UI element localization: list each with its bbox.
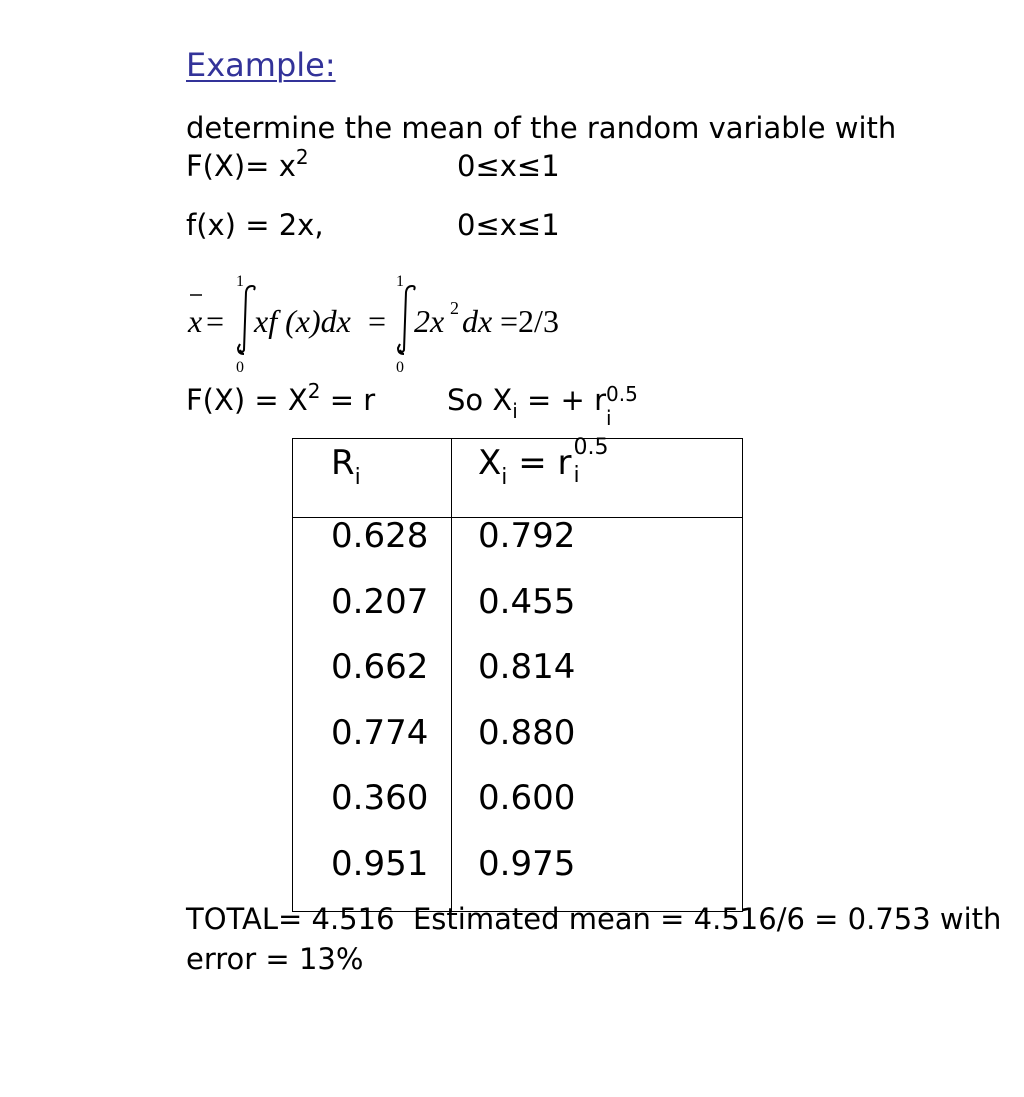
integral-term-2b: dx xyxy=(462,303,493,339)
problem-statement: determine the mean of the random variable with xyxy=(186,111,897,145)
table-row xyxy=(293,518,743,584)
inverse-lhs-text: F(X) = X xyxy=(186,383,308,417)
integral-lower-1: 0 xyxy=(236,359,244,376)
table-body xyxy=(293,518,743,912)
cell-x: 0.600 xyxy=(452,780,743,846)
header-x-mid: = r xyxy=(507,443,572,483)
inverse-rhs-scripts xyxy=(606,382,640,430)
cdf-lhs: F(X)= x xyxy=(186,149,296,183)
inverse-lhs-rest: = r xyxy=(320,383,376,417)
cell-r: 0.951 xyxy=(293,846,452,912)
cell-r: 0.774 xyxy=(293,715,452,781)
header-x-sup: 0.5 xyxy=(573,435,609,460)
summary-line-1: TOTAL= 4.516 Estimated mean = 4.516/6 = 0.753 with xyxy=(186,902,1002,936)
inverse-rhs-sub: i xyxy=(512,399,518,423)
integral-upper-1: 1 xyxy=(236,273,244,290)
cell-x: 0.455 xyxy=(452,584,743,650)
header-x-main: X xyxy=(478,443,502,483)
header-x-sub2: i xyxy=(573,463,580,488)
cell-x: 0.792 xyxy=(452,518,743,584)
inverse-rhs-sup: 0.5 xyxy=(606,382,638,406)
mean-integral-formula xyxy=(184,270,584,380)
integral-result: =2/3 xyxy=(500,303,559,339)
cell-x: 0.880 xyxy=(452,715,743,781)
page-title: Example: xyxy=(186,46,336,84)
inverse-rhs-mid: = + r xyxy=(517,383,606,417)
inverse-rhs-prefix: So X xyxy=(447,383,513,417)
header-x-scripts xyxy=(572,435,612,488)
integral-term-2a: 2x xyxy=(414,303,445,339)
inverse-cdf-rhs xyxy=(447,382,640,430)
integral-eq-1: = xyxy=(206,303,225,339)
inverse-cdf-lhs xyxy=(186,379,376,421)
pdf-definition: f(x) = 2x, xyxy=(186,208,324,242)
integral-mean-symbol: x xyxy=(188,303,203,339)
inverse-lhs-exponent: 2 xyxy=(307,379,321,403)
header-x-sub: i xyxy=(501,465,508,490)
summary-line-2: error = 13% xyxy=(186,942,364,976)
cell-r: 0.628 xyxy=(293,518,452,584)
integral-eq-2: = xyxy=(368,303,387,339)
header-x xyxy=(452,435,743,518)
inverse-rhs-sub2: i xyxy=(606,406,612,430)
cdf-range: 0≤x≤1 xyxy=(457,149,560,183)
header-r-main: R xyxy=(331,443,355,483)
integral-term-1: xf (x)dx xyxy=(254,303,351,339)
integral-upper-2: 1 xyxy=(396,273,404,290)
integral-term-2-exp: 2 xyxy=(450,298,459,318)
header-r-sub: i xyxy=(354,465,361,490)
integral-sign-icon xyxy=(238,286,255,354)
table-row xyxy=(293,649,743,715)
cell-x: 0.975 xyxy=(452,846,743,912)
cell-r: 0.207 xyxy=(293,584,452,650)
cdf-definition xyxy=(186,145,309,187)
pdf-range: 0≤x≤1 xyxy=(457,208,560,242)
table-header-row xyxy=(293,439,743,518)
table-row xyxy=(293,584,743,650)
integral-lower-2: 0 xyxy=(396,359,404,376)
header-r xyxy=(293,439,452,518)
cell-r: 0.360 xyxy=(293,780,452,846)
cell-r: 0.662 xyxy=(293,649,452,715)
random-numbers-table xyxy=(292,435,743,912)
cell-x: 0.814 xyxy=(452,649,743,715)
cdf-exponent: 2 xyxy=(295,145,309,169)
table-row xyxy=(293,715,743,781)
integral-sign-icon xyxy=(398,286,415,354)
table-row xyxy=(293,780,743,846)
